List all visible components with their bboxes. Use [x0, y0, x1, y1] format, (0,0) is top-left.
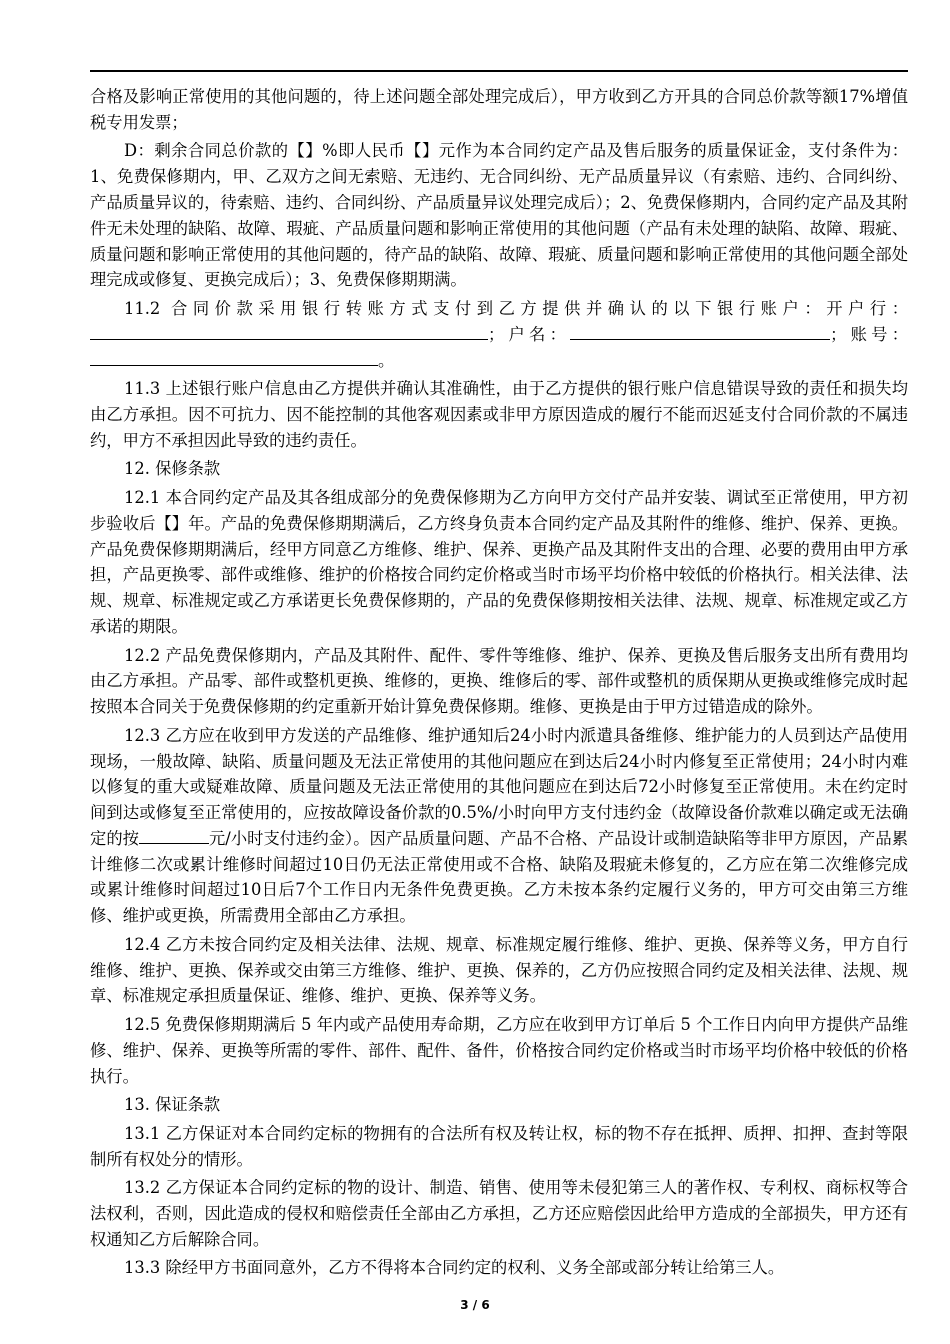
- document-body: [90, 84, 908, 1284]
- bank-intro: 11.2 合同价款采用银行转账方式支付到乙方提供并确认的以下银行账户：开户行：: [124, 298, 908, 318]
- penalty-amount-blank: [139, 826, 209, 844]
- paragraph-12-5: 12.5 免费保修期期满后 5 年内或产品使用寿命期，乙方应在收到甲方订单后 5 个工作日内向甲方提供产品维修、维护、保养、更换等所需的零件、部件、配件、备件，价格按合同约定价格或当时市场平均价格中较低的价格执行。: [90, 1015, 908, 1086]
- bank-name-blank: [90, 322, 488, 340]
- section-13-heading: 13. 保证条款: [124, 1095, 221, 1115]
- header-rule: [90, 70, 908, 72]
- paragraph-13-3: 13.3 除经甲方书面同意外，乙方不得将本合同约定的权利、义务全部或部分转让给第三人。: [124, 1258, 785, 1278]
- section-12-heading: 12. 保修条款: [124, 459, 221, 479]
- paragraph-12-3: [90, 723, 908, 929]
- paragraph-12-3-part1: 12.3 乙方应在收到甲方发送的产品维修、维护通知后24小时内派遣具备维修、维护能力的人员到达产品使用现场，一般故障、缺陷、质量问题及无法正常使用的其他问题应在到达后24小时内修复至正常使用；24小时内难以修复的重大或疑难故障、质量问题及无法正常使用的其他问题应在到达后72小时修复至正常使用。未在约定时间到达或修复至正常使用的，应按故障设备价款的0.5%/小时向甲方支付违约金（故障设备价款难以确定或无法确定的按: [90, 725, 908, 848]
- page-number: 3 / 6: [460, 1298, 490, 1312]
- paragraph-12-1: 12.1 本合同约定产品及其各组成部分的免费保修期为乙方向甲方交付产品并安装、调试至正常使用，甲方初步验收后【】年。产品的免费保修期期满后，乙方终身负责本合同约定产品及其附件的维修、维护、保养、更换。产品免费保修期期满后，经甲方同意乙方维修、维护、保养、更换产品及其附件支出的合理、必要的费用由甲方承担，产品更换零、部件或维修、维护的价格按合同约定价格或当时市场平均价格中较低的价格执行。相关法律、法规、规章、标准规定或乙方承诺更长免费保修期的，产品的免费保修期按相关法律、法规、规章、标准规定或乙方承诺的期限。: [90, 487, 908, 636]
- paragraph-12-4: 12.4 乙方未按合同约定及相关法律、法规、规章、标准规定履行维修、维护、更换、保养等义务，甲方自行维修、维护、更换、保养或交由第三方维修、维护、更换、保养的，乙方仍应按照合同约定及相关法律、法规、规章、标准规定承担质量保证、维修、维护、更换、保养等义务。: [90, 934, 908, 1006]
- paragraph-12-2: 12.2 产品免费保修期内，产品及其附件、配件、零件等维修、维护、保养、更换及售后服务支出所有费用均由乙方承担。产品零、部件或整机更换、维修的，更换、维修后的零、部件或整机的质保期从更换或维修完成时起按照本合同关于免费保修期的约定重新开始计算免费保修期。维修、更换是由于甲方过错造成的除外。: [90, 645, 908, 717]
- paragraph-11-1-c-tail: 合格及影响正常使用的其他问题的，待上述问题全部处理完成后），甲方收到乙方开具的合同总价款等额17%增值税专用发票；: [90, 87, 908, 132]
- paragraph-12-3-part2: 元/小时支付违约金）。因产品质量问题、产品不合格、产品设计或制造缺陷等非甲方原因，产品累计维修二次或累计维修时间超过10日仍无法正常使用或不合格、缺陷及瑕疵未修复的，乙方应在第二次维修完成或累计维修时间超过10日后7个工作日内无条件免费更换。乙方未按本条约定履行义务的，甲方可交由第三方维修、维护或更换，所需费用全部由乙方承担。: [90, 828, 908, 926]
- paragraph-11-3: 11.3 上述银行账户信息由乙方提供并确认其准确性，由于乙方提供的银行账户信息错误导致的责任和损失均由乙方承担。因不可抗力、因不能控制的其他客观因素或非甲方原因造成的履行不能而迟延支付合同价款的不属违约，甲方不承担因此导致的违约责任。: [90, 379, 908, 450]
- account-number-label: ；账号：: [830, 324, 908, 344]
- account-name-blank: [570, 322, 830, 340]
- paragraph-11-2-bank: [90, 296, 908, 373]
- paragraph-11-1-d: D：剩余合同总价款的【】%即人民币【】元作为本合同约定产品及售后服务的质量保证金，支付条件为：1、免费保修期内，甲、乙双方之间无索赔、无违约、无合同纠纷、无产品质量异议（有索赔、违约、合同纠纷、产品质量异议的，待索赔、违约、合同纠纷、产品质量异议处理完成后）；2、免费保修期内，合同约定产品及其附件无未处理的缺陷、故障、瑕疵、产品质量问题和影响正常使用的其他问题（产品有未处理的缺陷、故障、瑕疵、质量问题和影响正常使用的其他问题的，待产品的缺陷、故障、瑕疵、质量问题和影响正常使用的其他问题全部处理完成或修复、更换完成后）；3、免费保修期期满。: [90, 141, 908, 290]
- paragraph-13-2: 13.2 乙方保证本合同约定标的物的设计、制造、销售、使用等未侵犯第三人的著作权、专利权、商标权等合法权利，否则，因此造成的侵权和赔偿责任全部由乙方承担，乙方还应赔偿因此给甲方造成的全部损失，甲方还有权通知乙方后解除合同。: [90, 1178, 908, 1249]
- account-name-label: ；户名：: [488, 324, 571, 344]
- paragraph-13-1: 13.1 乙方保证对本合同约定标的物拥有的合法所有权及转让权，标的物不存在抵押、质押、扣押、查封等限制所有权处分的情形。: [90, 1123, 908, 1169]
- account-number-blank: [90, 348, 378, 366]
- bank-end: 。: [378, 350, 395, 370]
